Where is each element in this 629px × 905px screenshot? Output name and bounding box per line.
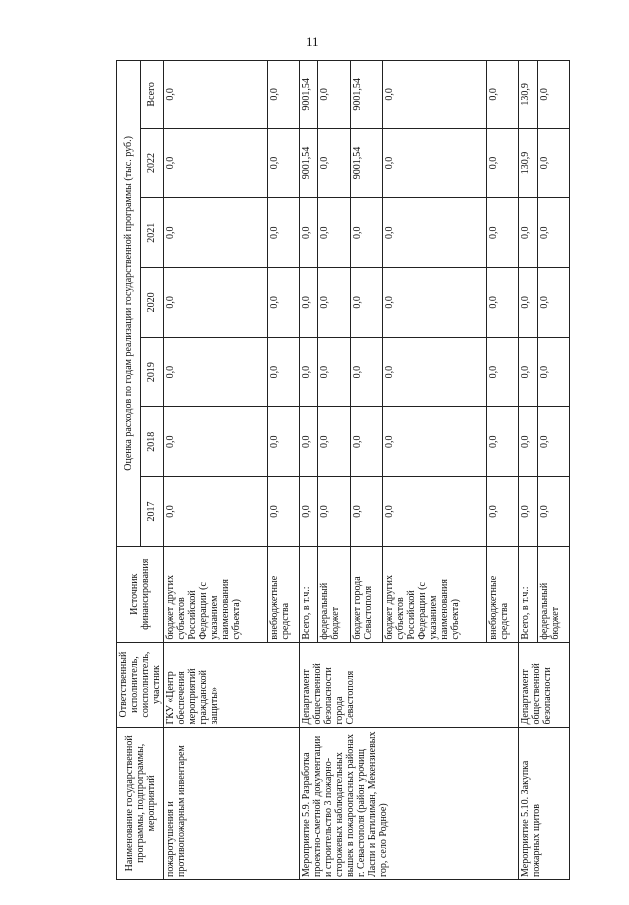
year-value: 0,0 xyxy=(350,268,382,338)
year-value: 0,0 xyxy=(350,198,382,268)
table-row xyxy=(519,61,537,880)
header-source: Источник финансирования xyxy=(117,546,164,642)
year-value: 0,0 xyxy=(267,337,299,407)
year-value: 0,0 xyxy=(318,198,350,268)
funding-source: Всего, в т.ч.: xyxy=(300,546,318,642)
year-value: 0,0 xyxy=(164,477,268,547)
year-value: 9001,54 xyxy=(300,128,318,198)
funding-source: бюджет других субъектов Российской Федерации (с указанием наименования субъекта) xyxy=(383,546,487,642)
year-value: 0,0 xyxy=(383,198,487,268)
year-value: 0,0 xyxy=(300,407,318,477)
table-row xyxy=(164,61,268,880)
year-value: 0,0 xyxy=(267,407,299,477)
header-year: 2021 xyxy=(140,198,164,268)
year-value: 0,0 xyxy=(519,268,537,338)
header-year: 2019 xyxy=(140,337,164,407)
activity-name: пожаротушения и противопожарным инвентарем xyxy=(164,727,300,879)
table-body xyxy=(164,61,570,880)
year-value: 0,0 xyxy=(383,337,487,407)
year-value: 0,0 xyxy=(537,268,569,338)
year-value: 0,0 xyxy=(537,198,569,268)
year-value: 0,0 xyxy=(486,407,518,477)
year-value: 0,0 xyxy=(537,128,569,198)
year-value: 0,0 xyxy=(300,268,318,338)
header-year: 2020 xyxy=(140,268,164,338)
year-value: 0,0 xyxy=(164,407,268,477)
year-value: 0,0 xyxy=(537,407,569,477)
funding-source: федеральный бюджет xyxy=(318,546,350,642)
funding-source: бюджет других субъектов Российской Федерации (с указанием наименования субъекта) xyxy=(164,546,268,642)
responsible-executor: Департамент общественной безопасности xyxy=(519,642,570,727)
year-value: 0,0 xyxy=(300,477,318,547)
year-value: 0,0 xyxy=(318,128,350,198)
year-value: 0,0 xyxy=(267,477,299,547)
header-estimate: Оценка расходов по годам реализации государственной программы (тыс. руб.) xyxy=(117,61,141,547)
year-value: 0,0 xyxy=(383,128,487,198)
header-year: 2022 xyxy=(140,128,164,198)
funding-source: внебюджетные средства xyxy=(486,546,518,642)
total-value: 0,0 xyxy=(383,61,487,129)
year-value: 0,0 xyxy=(350,407,382,477)
year-value: 0,0 xyxy=(318,407,350,477)
year-value: 0,0 xyxy=(486,477,518,547)
responsible-executor: Департамент общественной безопасности города Севастополя xyxy=(300,642,519,727)
year-value: 0,0 xyxy=(519,477,537,547)
year-value: 0,0 xyxy=(164,198,268,268)
year-value: 0,0 xyxy=(486,268,518,338)
total-value: 9001,54 xyxy=(350,61,382,129)
year-value: 0,0 xyxy=(318,268,350,338)
header-responsible: Ответственный исполнитель, соисполнитель, участник xyxy=(117,642,164,727)
year-value: 0,0 xyxy=(350,337,382,407)
table-row xyxy=(300,61,318,880)
total-value: 0,0 xyxy=(537,61,569,129)
funding-source: Всего, в т.ч.: xyxy=(519,546,537,642)
year-value: 0,0 xyxy=(537,337,569,407)
year-value: 0,0 xyxy=(519,407,537,477)
header-row-top xyxy=(117,61,141,880)
page-number: 11 xyxy=(306,34,319,49)
year-value: 0,0 xyxy=(318,337,350,407)
rotated-table-area xyxy=(116,60,561,880)
rotated-table-container xyxy=(116,60,561,880)
year-value: 0,0 xyxy=(383,407,487,477)
year-value: 9001,54 xyxy=(350,128,382,198)
total-value: 0,0 xyxy=(267,61,299,129)
total-value: 0,0 xyxy=(486,61,518,129)
total-value: 130,9 xyxy=(519,61,537,129)
funding-source: бюджет города Севастополя xyxy=(350,546,382,642)
total-value: 9001,54 xyxy=(300,61,318,129)
year-value: 0,0 xyxy=(267,268,299,338)
funding-source: федеральный бюджет xyxy=(537,546,569,642)
responsible-executor: ГКУ «Центр обеспечения мероприятий гражданской защиты» xyxy=(164,642,300,727)
year-value: 0,0 xyxy=(486,198,518,268)
header-year: 2017 xyxy=(140,477,164,547)
activity-name: Мероприятие 5.9. Разработка проектно-сметной документации и строительство 3 пожарно-сторожевых наблюдательных вышек в пожароопасных районах г. Севастополя (район урочищ Ласпи и Батилиман, Мекензиевых гор, село Родное) xyxy=(300,727,519,879)
year-value: 0,0 xyxy=(164,337,268,407)
year-value: 0,0 xyxy=(267,198,299,268)
funding-source: внебюджетные средства xyxy=(267,546,299,642)
year-value: 0,0 xyxy=(318,477,350,547)
year-value: 0,0 xyxy=(164,128,268,198)
header-year: 2018 xyxy=(140,407,164,477)
year-value: 0,0 xyxy=(383,477,487,547)
year-value: 130,9 xyxy=(519,128,537,198)
expenditure-table xyxy=(116,60,570,880)
total-value: 0,0 xyxy=(318,61,350,129)
header-name: Наименование государственной программы, подпрограммы, мероприятий xyxy=(117,727,164,879)
year-value: 0,0 xyxy=(519,337,537,407)
activity-name: Мероприятие 5.10. Закупка пожарных щитов xyxy=(519,727,570,879)
year-value: 0,0 xyxy=(486,337,518,407)
year-value: 0,0 xyxy=(164,268,268,338)
year-value: 0,0 xyxy=(300,198,318,268)
year-value: 0,0 xyxy=(300,337,318,407)
year-value: 0,0 xyxy=(383,268,487,338)
year-value: 0,0 xyxy=(537,477,569,547)
year-value: 0,0 xyxy=(267,128,299,198)
year-value: 0,0 xyxy=(519,198,537,268)
year-value: 0,0 xyxy=(486,128,518,198)
header-total: Всего xyxy=(140,61,164,129)
total-value: 0,0 xyxy=(164,61,268,129)
year-value: 0,0 xyxy=(350,477,382,547)
